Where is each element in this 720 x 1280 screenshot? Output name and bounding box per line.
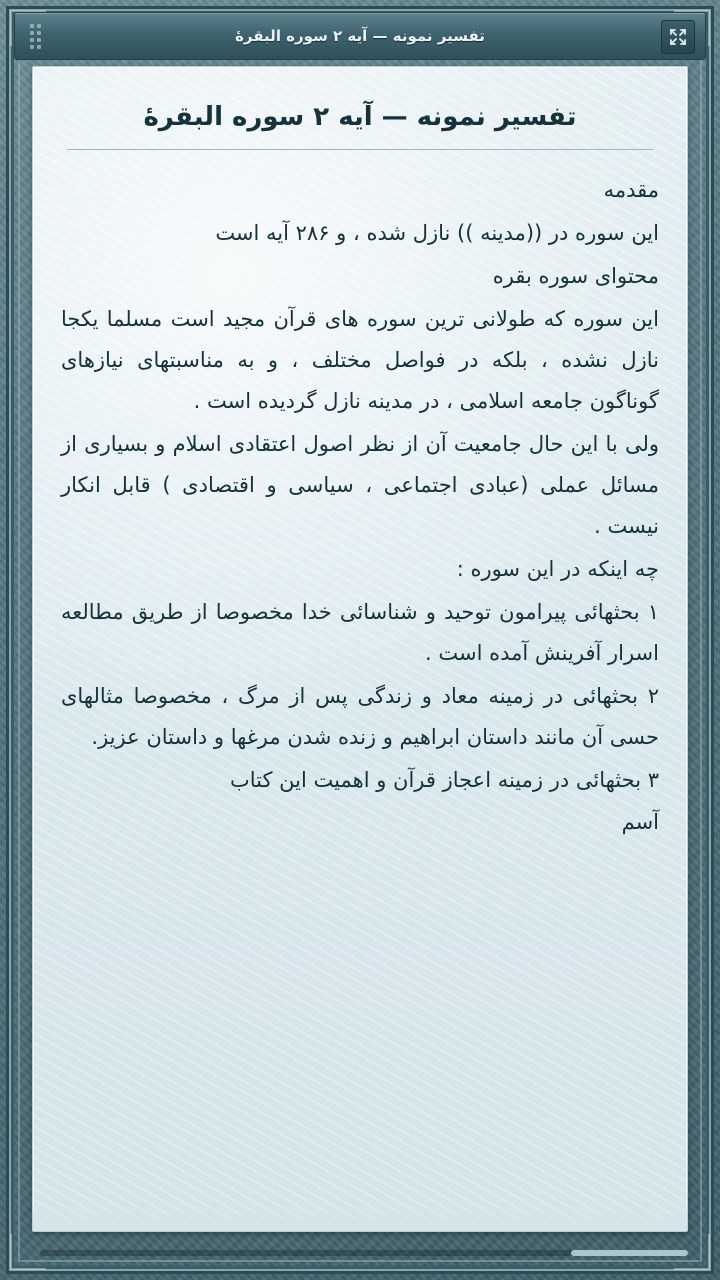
paragraph: ۳ بحثهائی در زمینه اعجاز قرآن و اهمیت این کتاب	[230, 767, 659, 792]
expand-arrows-icon	[669, 28, 687, 46]
paragraph: محتوای سوره بقره	[492, 264, 659, 289]
title-divider	[67, 149, 653, 150]
reader-content	[33, 67, 687, 1231]
bottom-scroll-strip[interactable]	[32, 1240, 688, 1266]
window-title: تفسیر نمونه — آیه ۲ سوره البقرهٔ	[235, 27, 485, 45]
content-fade	[33, 1205, 687, 1231]
title-bar	[14, 12, 706, 60]
reader-page[interactable]	[32, 66, 688, 1232]
paragraph: مقدمه	[603, 178, 659, 203]
paragraph-cut: آسم	[621, 810, 659, 835]
paragraph: این سوره در ((مدینه )) نازل شده ، و ۲۸۶ آیه است	[215, 221, 659, 246]
paragraph: ولی با این حال جامعیت آن از نظر اصول اعتقادی اسلام و بسیاری از مسائل عملی (عبادی اجتماعی ، سیاسی و اقتصادی ) قابل انکار نیست .	[61, 432, 659, 538]
paragraph: ۱ بحثهائی پیرامون توحید و شناسائی خدا مخصوصا از طریق مطالعه اسرار آفرینش آمده است .	[61, 599, 659, 665]
drag-handle-icon[interactable]	[27, 24, 41, 48]
paragraph: چه اینکه در این سوره :	[456, 556, 659, 581]
page-title: تفسیر نمونه — آیه ۲ سوره البقرهٔ	[143, 102, 577, 132]
scrollbar-thumb[interactable]	[571, 1250, 688, 1256]
paragraph: ۲ بحثهائی در زمینه معاد و زندگی پس از مرگ ، مخصوصا مثالهای حسی آن مانند داستان ابراهیم و زنده شدن مرغها و داستان عزیز.	[61, 683, 659, 749]
fullscreen-button[interactable]	[661, 20, 695, 54]
paragraph: این سوره که طولانی ترین سوره های قرآن مجید است مسلما یکجا نازل نشده ، بلکه در فواصل مختلف ، و به مناسبتهای نیازهای گوناگون جامعه اسلامی ، در مدینه نازل گردیده است .	[61, 307, 659, 414]
scrollbar-track[interactable]	[40, 1250, 688, 1256]
